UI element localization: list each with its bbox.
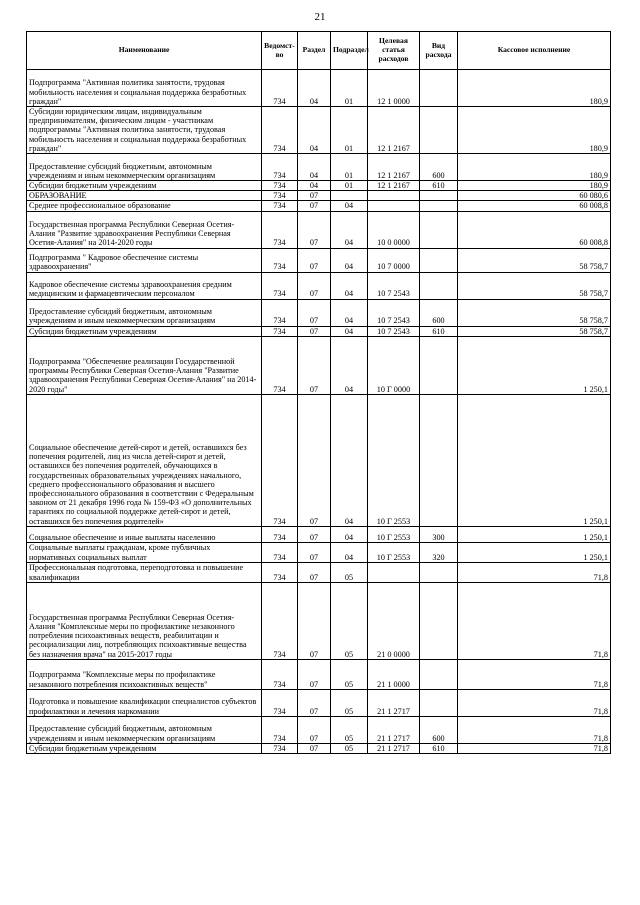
table-row bbox=[27, 248, 611, 272]
cell-type: 610 bbox=[420, 326, 458, 336]
table-row bbox=[27, 154, 611, 181]
cell-subsection: 01 bbox=[331, 70, 368, 107]
cell-type bbox=[420, 70, 458, 107]
cell-name: ОБРАЗОВАНИЕ bbox=[27, 191, 262, 201]
cell-name: Социальные выплаты гражданам, кроме публичных нормативных социальных выплат bbox=[27, 542, 262, 562]
cell-target: 12 1 0000 bbox=[368, 70, 420, 107]
page-number: 21 bbox=[314, 11, 326, 23]
cell-dept: 734 bbox=[262, 716, 298, 743]
cell-name: Субсидии бюджетным учреждениям bbox=[27, 743, 262, 753]
table-row bbox=[27, 743, 611, 753]
cell-dept: 734 bbox=[262, 272, 298, 299]
cell-exec: 60 008,8 bbox=[458, 201, 611, 211]
cell-target: 10 Г 2553 bbox=[368, 542, 420, 562]
cell-subsection: 01 bbox=[331, 107, 368, 154]
header-exec: Кассовое исполнение bbox=[458, 32, 611, 70]
budget-table bbox=[26, 31, 611, 754]
cell-type: 600 bbox=[420, 716, 458, 743]
cell-subsection: 04 bbox=[331, 201, 368, 211]
table-row bbox=[27, 659, 611, 689]
cell-dept: 734 bbox=[262, 211, 298, 248]
cell-subsection: 01 bbox=[331, 154, 368, 181]
cell-target: 10 Г 2553 bbox=[368, 526, 420, 542]
cell-section: 07 bbox=[298, 248, 331, 272]
cell-exec: 71,8 bbox=[458, 582, 611, 659]
cell-name: Подпрограмма "Комплексные меры по профилактике незаконного потребления психоактивных веществ" bbox=[27, 659, 262, 689]
cell-subsection: 04 bbox=[331, 299, 368, 326]
cell-target: 21 1 0000 bbox=[368, 659, 420, 689]
table-row bbox=[27, 689, 611, 716]
cell-type bbox=[420, 689, 458, 716]
cell-section: 07 bbox=[298, 191, 331, 201]
cell-target: 21 1 2717 bbox=[368, 689, 420, 716]
header-dept: Ведомст-во bbox=[262, 32, 298, 70]
header-type: Вид расхода bbox=[420, 32, 458, 70]
cell-type: 300 bbox=[420, 526, 458, 542]
cell-name: Среднее профессиональное образование bbox=[27, 201, 262, 211]
cell-dept: 734 bbox=[262, 326, 298, 336]
cell-name: Государственная программа Республики Северная Осетия-Алания "Комплексные меры по профилактике незаконного потребления психоактивных веществ, реабилитации и ресоциализации лиц, потребляющих психоактивные вещества без назначения врача" на 2015-2017 годы bbox=[27, 582, 262, 659]
cell-subsection: 05 bbox=[331, 716, 368, 743]
cell-dept: 734 bbox=[262, 181, 298, 191]
cell-section: 07 bbox=[298, 201, 331, 211]
cell-exec: 58 758,7 bbox=[458, 248, 611, 272]
cell-exec: 71,8 bbox=[458, 562, 611, 582]
cell-dept: 734 bbox=[262, 582, 298, 659]
cell-exec: 1 250,1 bbox=[458, 394, 611, 526]
cell-name: Подпрограмма "Обеспечение реализации Государственной программы Республики Северная Осетия-Алания "Развитие здравоохранения Республики Северная Осетия-Алания" на 2014-2020 годы" bbox=[27, 336, 262, 394]
cell-target bbox=[368, 191, 420, 201]
cell-target: 10 7 2543 bbox=[368, 326, 420, 336]
cell-subsection: 01 bbox=[331, 181, 368, 191]
header-subsection: Подраздел bbox=[331, 32, 368, 70]
cell-section: 07 bbox=[298, 542, 331, 562]
cell-type bbox=[420, 582, 458, 659]
cell-type bbox=[420, 659, 458, 689]
cell-exec: 1 250,1 bbox=[458, 542, 611, 562]
cell-section: 07 bbox=[298, 326, 331, 336]
cell-target: 21 1 2717 bbox=[368, 716, 420, 743]
cell-target bbox=[368, 201, 420, 211]
cell-target: 10 Г 2553 bbox=[368, 394, 420, 526]
table-row bbox=[27, 181, 611, 191]
table-body bbox=[27, 70, 611, 754]
cell-name: Субсидии бюджетным учреждениям bbox=[27, 181, 262, 191]
cell-type: 600 bbox=[420, 299, 458, 326]
cell-section: 07 bbox=[298, 582, 331, 659]
cell-type bbox=[420, 562, 458, 582]
cell-section: 07 bbox=[298, 716, 331, 743]
table-row bbox=[27, 394, 611, 526]
cell-target: 21 1 2717 bbox=[368, 743, 420, 753]
cell-dept: 734 bbox=[262, 299, 298, 326]
cell-exec: 1 250,1 bbox=[458, 526, 611, 542]
table-row bbox=[27, 299, 611, 326]
cell-exec: 58 758,7 bbox=[458, 299, 611, 326]
cell-target: 12 1 2167 bbox=[368, 154, 420, 181]
cell-type: 610 bbox=[420, 181, 458, 191]
cell-name: Предоставление субсидий бюджетным, автономным учреждениям и иным некоммерческим организациям bbox=[27, 154, 262, 181]
cell-target: 10 7 2543 bbox=[368, 272, 420, 299]
cell-name: Подпрограмма " Кадровое обеспечение системы здравоохранения" bbox=[27, 248, 262, 272]
cell-type bbox=[420, 211, 458, 248]
cell-target: 21 0 0000 bbox=[368, 582, 420, 659]
cell-section: 07 bbox=[298, 526, 331, 542]
table-row bbox=[27, 272, 611, 299]
cell-subsection: 05 bbox=[331, 689, 368, 716]
cell-exec: 58 758,7 bbox=[458, 272, 611, 299]
cell-type bbox=[420, 248, 458, 272]
cell-exec: 180,9 bbox=[458, 107, 611, 154]
cell-section: 07 bbox=[298, 211, 331, 248]
cell-dept: 734 bbox=[262, 191, 298, 201]
table-row bbox=[27, 336, 611, 394]
cell-target: 10 Г 0000 bbox=[368, 336, 420, 394]
cell-section: 07 bbox=[298, 743, 331, 753]
cell-exec: 180,9 bbox=[458, 70, 611, 107]
cell-dept: 734 bbox=[262, 659, 298, 689]
cell-type: 320 bbox=[420, 542, 458, 562]
cell-section: 07 bbox=[298, 336, 331, 394]
cell-target bbox=[368, 562, 420, 582]
cell-dept: 734 bbox=[262, 394, 298, 526]
table-row bbox=[27, 107, 611, 154]
cell-subsection: 04 bbox=[331, 394, 368, 526]
cell-subsection: 04 bbox=[331, 542, 368, 562]
cell-name: Социальное обеспечение детей-сирот и детей, оставшихся без попечения родителей, лиц из числа детей-сирот и детей, оставшихся без попечения родителей, обучающихся в государственных образовательных учреждениях начального, среднего профессионального образования и высшего профессионального образования в соответствии с Федеральным законом от 21 декабря 1996 года № 159-ФЗ «О дополнительных гарантиях по социальной поддержке детей-сирот и детей, оставшихся без попечения родителей» bbox=[27, 394, 262, 526]
cell-dept: 734 bbox=[262, 526, 298, 542]
cell-target: 10 7 2543 bbox=[368, 299, 420, 326]
cell-dept: 734 bbox=[262, 542, 298, 562]
cell-exec: 71,8 bbox=[458, 659, 611, 689]
cell-section: 07 bbox=[298, 272, 331, 299]
cell-exec: 180,9 bbox=[458, 154, 611, 181]
cell-type bbox=[420, 107, 458, 154]
cell-section: 07 bbox=[298, 299, 331, 326]
header-name: Наименование bbox=[27, 32, 262, 70]
cell-subsection: 04 bbox=[331, 272, 368, 299]
cell-exec: 1 250,1 bbox=[458, 336, 611, 394]
cell-name: Субсидии юридическим лицам, индивидуальным предпринимателям, физическим лицам - участникам подпрограммы "Активная политика занятости, трудовая мобильность населения и социальная поддержка безработных граждан" bbox=[27, 107, 262, 154]
cell-section: 04 bbox=[298, 107, 331, 154]
cell-dept: 734 bbox=[262, 689, 298, 716]
cell-exec: 60 008,8 bbox=[458, 211, 611, 248]
cell-dept: 734 bbox=[262, 107, 298, 154]
cell-target: 10 7 0000 bbox=[368, 248, 420, 272]
header-section: Раздел bbox=[298, 32, 331, 70]
cell-dept: 734 bbox=[262, 154, 298, 181]
table-header-row bbox=[27, 32, 611, 70]
cell-exec: 71,8 bbox=[458, 716, 611, 743]
table-row bbox=[27, 201, 611, 211]
cell-name: Государственная программа Республики Северная Осетия-Алания "Развитие здравоохранения Республики Северная Осетия-Алания" на 2014-2020 годы bbox=[27, 211, 262, 248]
cell-name: Предоставление субсидий бюджетным, автономным учреждениям и иным некоммерческим организациям bbox=[27, 716, 262, 743]
cell-subsection: 05 bbox=[331, 562, 368, 582]
cell-exec: 180,9 bbox=[458, 181, 611, 191]
cell-name: Профессиональная подготовка, переподготовка и повышение квалификации bbox=[27, 562, 262, 582]
cell-subsection: 04 bbox=[331, 211, 368, 248]
cell-section: 07 bbox=[298, 394, 331, 526]
cell-dept: 734 bbox=[262, 248, 298, 272]
cell-target: 12 1 2167 bbox=[368, 107, 420, 154]
cell-subsection: 05 bbox=[331, 743, 368, 753]
cell-exec: 71,8 bbox=[458, 743, 611, 753]
cell-type bbox=[420, 201, 458, 211]
cell-dept: 734 bbox=[262, 70, 298, 107]
cell-section: 07 bbox=[298, 562, 331, 582]
table-row bbox=[27, 562, 611, 582]
table-row bbox=[27, 70, 611, 107]
cell-type bbox=[420, 272, 458, 299]
table-row bbox=[27, 526, 611, 542]
cell-dept: 734 bbox=[262, 201, 298, 211]
table-row bbox=[27, 582, 611, 659]
cell-name: Подпрограмма "Активная политика занятости, трудовая мобильность населения и социальная поддержка безработных граждан" bbox=[27, 70, 262, 107]
cell-name: Предоставление субсидий бюджетным, автономным учреждениям и иным некоммерческим организациям bbox=[27, 299, 262, 326]
cell-exec: 71,8 bbox=[458, 689, 611, 716]
cell-section: 07 bbox=[298, 659, 331, 689]
cell-target: 12 1 2167 bbox=[368, 181, 420, 191]
table-row bbox=[27, 542, 611, 562]
cell-subsection: 05 bbox=[331, 582, 368, 659]
cell-section: 07 bbox=[298, 689, 331, 716]
cell-subsection: 04 bbox=[331, 336, 368, 394]
cell-target: 10 0 0000 bbox=[368, 211, 420, 248]
cell-name: Кадровое обеспечение системы здравоохранения средним медицинским и фармацевтическим персоналом bbox=[27, 272, 262, 299]
table-row bbox=[27, 191, 611, 201]
table-row bbox=[27, 211, 611, 248]
cell-type bbox=[420, 336, 458, 394]
cell-subsection: 04 bbox=[331, 326, 368, 336]
cell-exec: 58 758,7 bbox=[458, 326, 611, 336]
cell-subsection bbox=[331, 191, 368, 201]
table-row bbox=[27, 716, 611, 743]
cell-subsection: 04 bbox=[331, 526, 368, 542]
cell-type bbox=[420, 394, 458, 526]
cell-section: 04 bbox=[298, 154, 331, 181]
cell-name: Социальное обеспечение и иные выплаты населению bbox=[27, 526, 262, 542]
cell-dept: 734 bbox=[262, 336, 298, 394]
cell-type: 610 bbox=[420, 743, 458, 753]
cell-dept: 734 bbox=[262, 743, 298, 753]
cell-name: Субсидии бюджетным учреждениям bbox=[27, 326, 262, 336]
cell-subsection: 05 bbox=[331, 659, 368, 689]
cell-subsection: 04 bbox=[331, 248, 368, 272]
header-target: Целевая статья расходов bbox=[368, 32, 420, 70]
cell-type: 600 bbox=[420, 154, 458, 181]
cell-name: Подготовка и повышение квалификации специалистов субъектов профилактики и лечения наркомании bbox=[27, 689, 262, 716]
cell-dept: 734 bbox=[262, 562, 298, 582]
cell-section: 04 bbox=[298, 181, 331, 191]
cell-type bbox=[420, 191, 458, 201]
cell-section: 04 bbox=[298, 70, 331, 107]
table-row bbox=[27, 326, 611, 336]
cell-exec: 60 080,6 bbox=[458, 191, 611, 201]
